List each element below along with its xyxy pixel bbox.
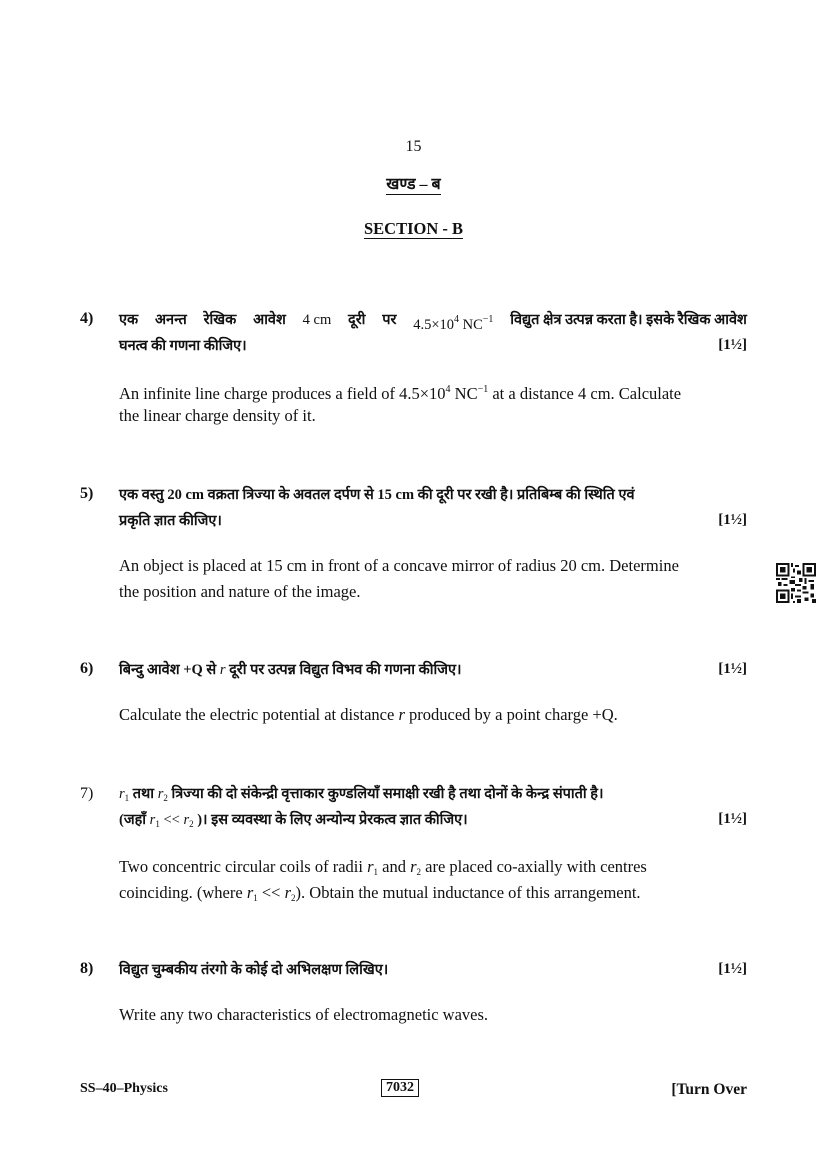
question-hindi-text: एक वस्तु 20 cm वक्रता त्रिज्या के अवतल दर्पण से 15 cm की दूरी पर रखी है। प्रतिबिम्ब की स्थिति एवं प्रकृति ज्ञात कीजिए। [119, 487, 635, 529]
footer-turn-over: [Turn Over [671, 1081, 747, 1098]
question-number: 4) [80, 310, 94, 327]
marks-label: [1½] [718, 811, 747, 827]
question-english-text: Write any two characteristics of electromagnetic waves. [119, 1005, 489, 1024]
question-number: 8) [80, 960, 94, 977]
footer-subject-code: SS–40–Physics [80, 1081, 168, 1096]
section-title-hindi: खण्ड – ब [386, 176, 441, 193]
marks-label: [1½] [718, 512, 747, 528]
question-hindi-text: एक अनन्त रेखिक आवेश 4 cm दूरी पर $4.5\times 10^4$ $NC^{-1}$ विद्युत क्षेत्र उत्पन्न करता है। इसके रैखिक आवेश घनत्व की गणना कीजिए। [119, 312, 747, 354]
question-number: 5) [80, 485, 94, 502]
section-title-english: SECTION - B [363, 219, 464, 238]
question-hindi-text: विद्युत चुम्बकीय तंरगो के कोई दो अभिलक्षण लिखिए। [119, 962, 389, 978]
question-english-text: Two concentric circular coils of radii $r_1$ and $r_2$ are placed co-axially with centres coinciding. (where $r_1 << r_2$). Obtain the mutual inductance of this arrangement. [119, 857, 647, 903]
question-english-text: An object is placed at 15 cm in front of a concave mirror of radius 20 cm. Determine the position and nature of the image. [119, 556, 679, 601]
marks-label: [1½] [718, 661, 747, 677]
footer-paper-code: 7032 [381, 1079, 419, 1097]
question-english-text: An infinite line charge produces a field of $4.5\times 10^4$ $NC^{-1}$ at a distance 4 cm. Calculate the linear charge density of it. [119, 384, 682, 425]
question-english-text: Calculate the electric potential at distance r produced by a point charge +Q. [119, 705, 618, 724]
marks-label: [1½] [718, 961, 747, 977]
question-hindi-text: $r_1$ तथा $r_2$ त्रिज्या की दो संकेन्द्री वृत्ताकार कुण्डलियाँ समाक्षी रखी है तथा दोनों के केन्द्र संपाती है। (जहाँ $r_1 << r_2$ )। इस व्यवस्था के लिए अन्योन्य प्रेरकत्व ज्ञात कीजिए। [119, 786, 604, 829]
question-hindi-text: बिन्दु आवेश +Q से r दूरी पर उत्पन्न विद्युत विभव की गणना कीजिए। [119, 662, 462, 678]
marks-label: [1½] [718, 337, 747, 353]
page-number: 15 [405, 138, 422, 155]
question-number: 7) [80, 785, 94, 802]
qr-code [776, 563, 816, 603]
question-number: 6) [80, 660, 94, 677]
